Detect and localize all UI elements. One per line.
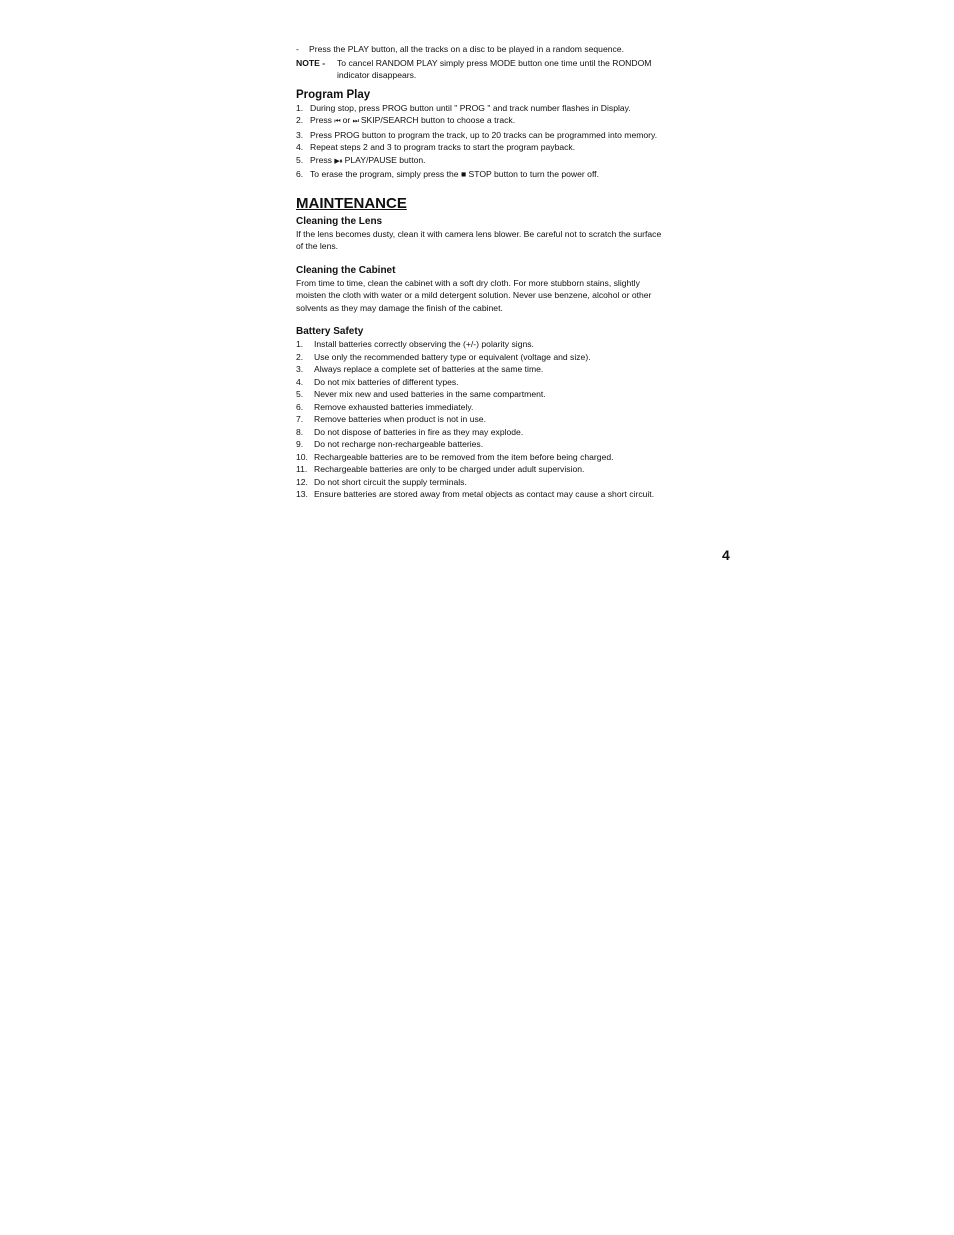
cleaning-lens-heading: Cleaning the Lens — [296, 215, 383, 227]
battery-item: 1. Install batteries correctly observing the (+/-) polarity signs. — [296, 339, 534, 349]
note-label: NOTE - — [296, 57, 326, 68]
play-pause-icon: ▶⏸ — [334, 157, 343, 165]
program-play-steps — [296, 102, 666, 181]
skip-back-icon: ⏮ — [334, 118, 341, 125]
program-step: 3. Press PROG button to program the track, up to 20 tracks can be programmed into memory. — [296, 129, 658, 140]
battery-item: 5. Never mix new and used batteries in the same compartment. — [296, 389, 546, 399]
battery-safety-heading: Battery Safety — [296, 326, 364, 337]
battery-item: 12. Do not short circuit the supply terminals. — [296, 476, 467, 487]
maintenance-heading: MAINTENANCE — [296, 194, 407, 212]
cleaning-cabinet-text: From time to time, clean the cabinet with a soft dry cloth. For more stubborn stains, slightly moisten the cloth with water or a mild detergent solution. Never use benzene, alcohol or other solvents as they may damage the finish of the cabinet. — [296, 277, 652, 313]
program-step: 6. To erase the program, simply press the ■ STOP button to turn the power off. — [296, 169, 599, 179]
program-step: 2. Press ⏮ or ⏭ SKIP/SEARCH button to choose a track. — [296, 115, 516, 125]
program-step: 5. Press ▶⏸ PLAY/PAUSE button. — [296, 154, 426, 165]
random-play-note — [296, 57, 666, 82]
manual-page — [296, 43, 666, 501]
battery-item: 3. Always replace a complete set of batteries at the same time. — [296, 364, 544, 374]
battery-item: 6. Remove exhausted batteries immediately. — [296, 401, 474, 412]
cleaning-cabinet-heading: Cleaning the Cabinet — [296, 264, 396, 276]
program-step: 1. During stop, press PROG button until " PROG " and track number flashes in Display. — [296, 102, 631, 113]
cleaning-lens-text: If the lens becomes dusty, clean it with camera lens blower. Be careful not to scratch the surface of the lens. — [296, 228, 662, 251]
program-step: 4. Repeat steps 2 and 3 to program tracks to start the program payback. — [296, 142, 576, 152]
battery-safety-list — [296, 338, 666, 501]
battery-item: 2. Use only the recommended battery type or equivalent (voltage and size). — [296, 351, 591, 362]
battery-item: 11. Rechargeable batteries are only to be charged under adult supervision. — [296, 464, 585, 474]
battery-item: 7. Remove batteries when product is not in use. — [296, 414, 486, 424]
battery-item: 13. Ensure batteries are stored away from metal objects as contact may cause a short circuit. — [296, 489, 655, 499]
battery-item: 9. Do not recharge non-rechargeable batteries. — [296, 439, 484, 449]
stop-icon: ■ — [460, 169, 467, 179]
battery-item: 10. Rechargeable batteries are to be removed from the item before being charged. — [296, 451, 614, 462]
note-text: To cancel RANDOM PLAY simply press MODE button one time until the RONDOM indicator disappears. — [337, 57, 652, 80]
random-play-instruction — [296, 43, 666, 56]
battery-item: 8. Do not dispose of batteries in fire as they may explode. — [296, 426, 524, 437]
battery-item: 4. Do not mix batteries of different types. — [296, 376, 459, 387]
program-play-heading: Program Play — [296, 88, 371, 101]
random-play-text: Press the PLAY button, all the tracks on a disc to be played in a random sequence. — [309, 44, 624, 54]
page-number: 4 — [722, 547, 730, 563]
dash-mark: - — [296, 44, 299, 54]
skip-forward-icon: ⏭ — [352, 118, 359, 125]
